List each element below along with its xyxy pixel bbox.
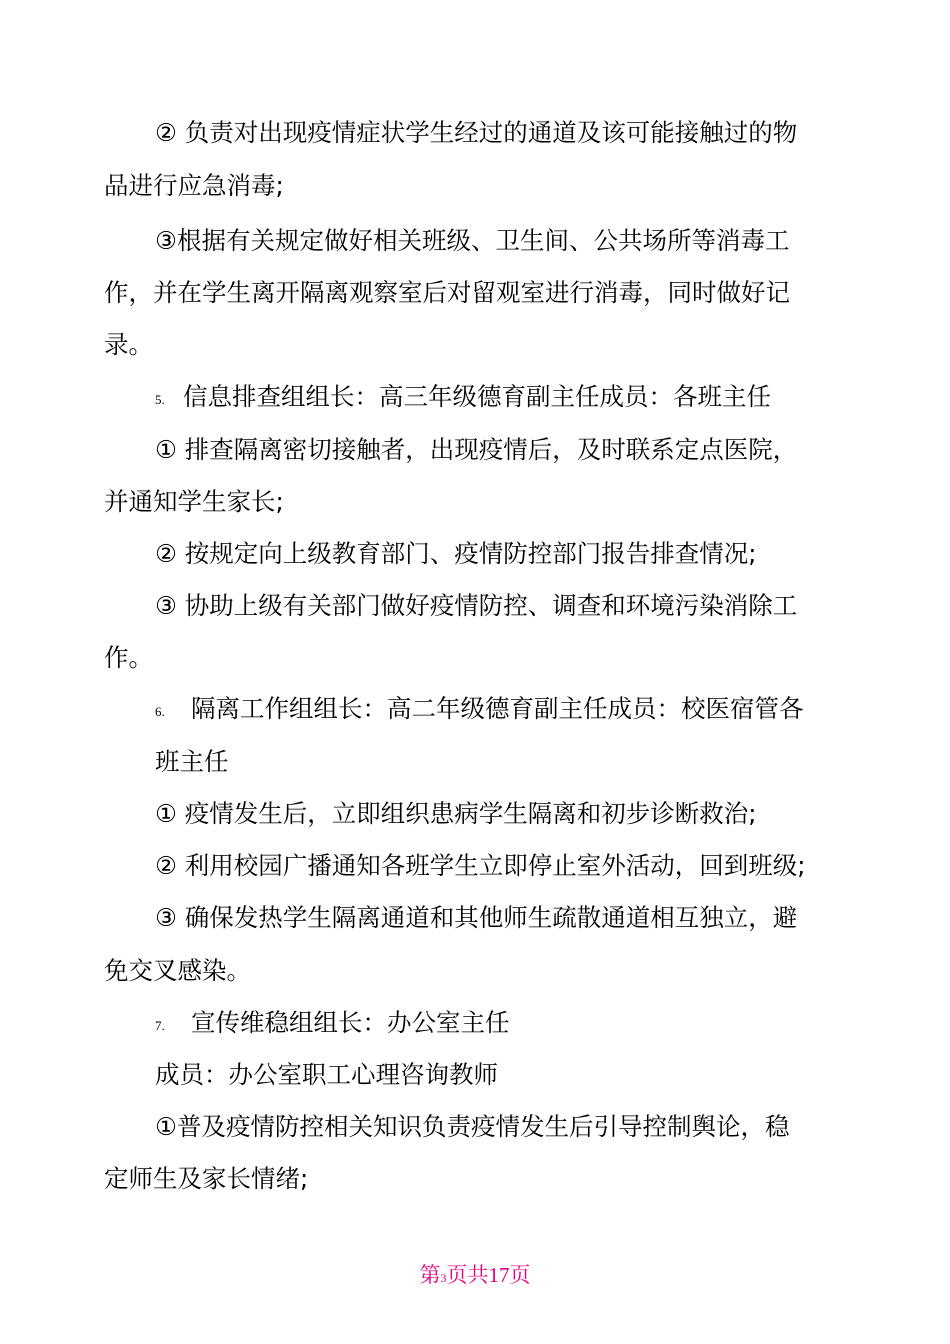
paragraph-line: ② 利用校园广播通知各班学生立即停止室外活动，回到班级; [155,851,806,880]
paragraph-line: ①普及疫情防控相关知识负责疫情发生后引导控制舆论，稳 [155,1112,790,1141]
section-heading-text: 信息排查组组长：高三年级德育副主任成员：各班主任 [183,382,771,411]
paragraph-line: 成员：办公室职工心理咨询教师 [155,1060,498,1089]
page-footer [0,1262,950,1291]
paragraph-line: ① 疫情发生后，立即组织患病学生隔离和初步诊断救治; [155,799,757,828]
paragraph-line: 免交叉感染。 [104,956,251,985]
section-number: 6. [155,704,165,719]
paragraph-line: ③ 确保发热学生隔离通道和其他师生疏散通道相互独立，避 [155,903,798,932]
section-heading-text: 宣传维稳组组长：办公室主任 [191,1008,510,1037]
paragraph-line: 作，并在学生离开隔离观察室后对留观室进行消毒，同时做好记 [104,278,790,307]
paragraph-line: ② 按规定向上级教育部门、疫情防控部门报告排查情况; [155,539,757,568]
paragraph-line: 班主任 [155,747,229,776]
footer-suffix: 页 [509,1263,531,1287]
footer-total-pages: 17 [488,1263,510,1287]
footer-prefix: 第 [419,1263,441,1287]
paragraph-line: 并通知学生家长; [104,487,284,516]
footer-page-number: 3 [440,1271,447,1285]
paragraph-line: ③ 协助上级有关部门做好疫情防控、调查和环境污染消除工 [155,591,798,620]
section-heading [155,692,804,729]
section-number: 5. [155,392,165,407]
paragraph-line: 品进行应急消毒; [104,171,284,200]
section-heading [155,380,771,417]
section-number: 7. [155,1018,165,1033]
footer-middle: 页共 [446,1263,489,1287]
section-heading [155,1006,510,1043]
paragraph-line: 作。 [104,643,153,672]
section-heading-text: 隔离工作组组长：高二年级德育副主任成员：校医宿管各 [191,694,804,723]
paragraph-line: ① 排查隔离密切接触者，出现疫情后，及时联系定点医院， [155,435,798,464]
paragraph-line: 录。 [104,330,153,359]
paragraph-line: 定师生及家长情绪; [104,1164,309,1193]
paragraph-line: ③根据有关规定做好相关班级、卫生间、公共场所等消毒工 [155,226,790,255]
paragraph-line: ② 负责对出现疫情症状学生经过的通道及该可能接触过的物 [155,118,798,147]
